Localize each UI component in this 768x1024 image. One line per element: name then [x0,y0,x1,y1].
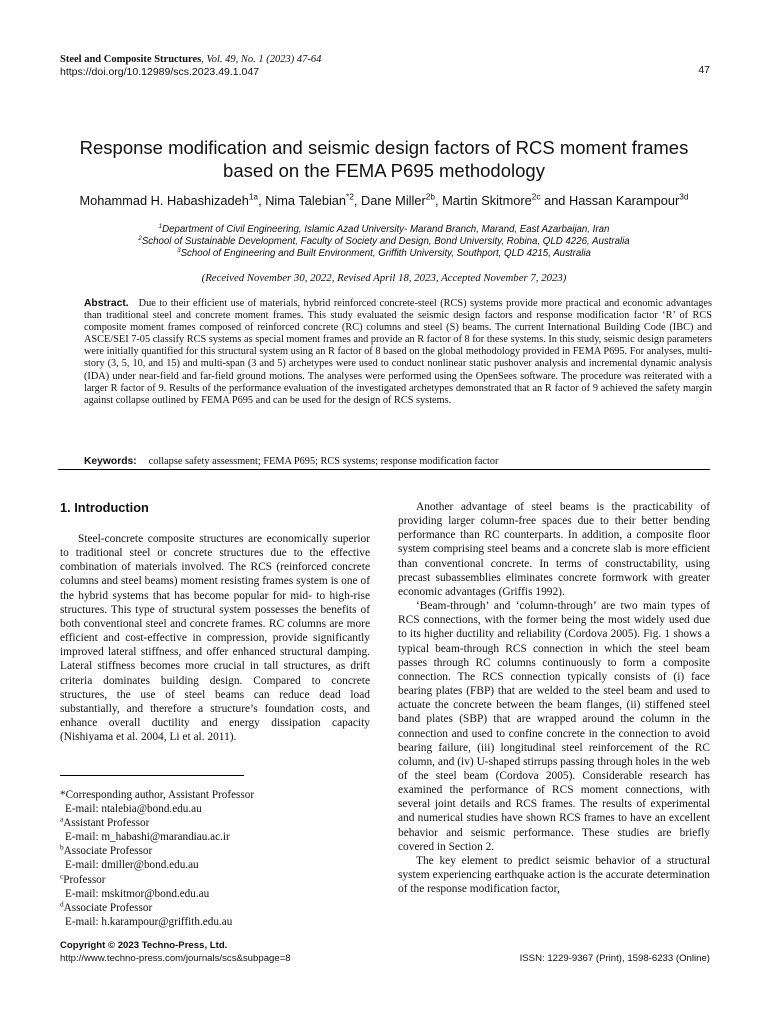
affiliation [40,224,728,236]
paper-title [40,136,728,182]
footnote-email[interactable]: E-mail: dmiller@bond.edu.au [65,859,199,872]
author-name: Mohammad H. Habashizadeh [79,193,249,208]
affiliation-text: School of Engineering and Built Environment, Griffith University, Southport, QLD 4215, Australia [180,248,591,259]
affiliation [40,236,728,248]
affiliation-number: 2 [138,234,142,242]
footnote-mark: c [60,871,64,880]
author-superscript: 2b [425,191,435,202]
affiliation-number: 3 [177,246,181,254]
footnote-email[interactable]: E-mail: m_habashi@marandiau.ac.ir [65,831,230,844]
footnote-divider [60,775,244,776]
author-superscript: 3d [679,191,689,202]
footnote-mark: d [60,900,64,909]
paragraph: Steel-concrete composite structures are economically superior to traditional steel or concrete structures due to the effective combination of materials involved. The RCS (reinforced concrete columns and steel beams) moment resisting frames system is one of the hybrid systems that has become popular for mid- to high-rise structures. This type of structural system possesses the benefits of both conventional steel and concrete frames. RC columns are more efficient and cost-effective in compression, provide significantly improved lateral stiffness, and offer enhanced structural damping. Lateral stiffness becomes more crucial in tall structures, as drift criteria dominates building design. Compared to concrete structures, the use of steel beams can reduce dead load substantially, and therefore a structure’s foundation costs, and enhance overall ductility and energy dissipation capacity (Nishiyama et al. 2004, Li et al. 2011). [60,533,370,744]
paragraph: Another advantage of steel beams is the practicability of providing larger column-free spaces due to their better bending performance than RC counterparts. In addition, a composite floor system comprising steel beams and a concrete slab is more efficient than conventional concrete. In terms of constructability, using precast subassemblies eliminates concrete formwork with greater economic advantages (Griffis 1992). [398,501,710,598]
journal-url[interactable]: http://www.techno-press.com/journals/scs&subpage=8 [60,953,291,964]
received-dates: (Received November 30, 2022, Revised April 18, 2023, Accepted November 7, 2023) [201,272,567,284]
issn: ISSN: 1229-9367 (Print), 1598-6233 (Online) [519,953,710,964]
doi-link[interactable]: https://doi.org/10.12989/scs.2023.49.1.047 [60,66,260,78]
footnote-mark: b [60,843,64,852]
footnote-email[interactable]: E-mail: h.karampour@griffith.edu.au [65,915,233,928]
author-superscript: 2c [531,191,541,202]
affiliation [40,248,728,260]
footnote-role-text: Assistant Professor [63,817,150,830]
abstract-text: Due to their efficient use of materials, hybrid reinforced concrete-steel (RCS) systems provide more practical and economic advantages than traditional steel and concrete moment frames. This study evaluated the seismic design factors and response modification factor ‘R’ of RCS composite moment frames composed of reinforced concrete (RC) columns and steel (S) beams. The current International Building Code (IBC) and ASCE/SEI 7-05 classify RCS systems as special moment frames and provide an R factor of 8 for these systems. In this study, seismic design parameters were initially quantified for this structural system using an R factor of 8 based on the global methodology provided in FEMA P695. For analyses, multi-story (3, 5, 10, and 15) and multi-span (3 and 5) archetypes were used to conduct nonlinear static pushover analysis and incremental dynamic analysis (IDA) under near-field and far-field ground motions. The analyses were performed using the OpenSees software. The procedure was reiterated with a larger R factor of 9. Results of the performance evaluation of the investigated archetypes demonstrated that an R factor of 9 achieved the safety margin against collapse outlined by FEMA P695 and can be used for the design of RCS systems. [84,298,712,406]
affiliation-text: Department of Civil Engineering, Islamic Azad University- Marand Branch, Marand, East Azarbaijan, Iran [162,224,610,235]
footnote-role-text: Associate Professor [63,845,153,858]
author-superscript: *2 [346,191,354,202]
title-line-1: Response modification and seismic design factors of RCS moment frames [79,137,689,158]
affiliation-number: 1 [158,222,163,230]
author-name: Nima Talebian [265,193,347,208]
footnote-role-text: Professor [63,873,106,886]
page-number: 47 [698,64,710,76]
right-column [398,500,710,896]
author-separator: and [540,193,569,208]
footnote-role [60,816,254,830]
footnote-mark: a [60,815,64,824]
footnote-role-text: Corresponding author, Assistant Professor [65,789,255,801]
keywords-text: collapse safety assessment; FEMA P695; RCS systems; response modification factor [148,456,499,467]
journal-volume: , Vol. 49, No. 1 (2023) 47-64 [201,54,322,65]
author-separator: , [435,193,443,208]
copyright: Copyright © 2023 Techno-Press, Ltd. [60,940,228,951]
paragraph: ‘Beam-through’ and ‘column-through’ are two main types of RCS connections, with the former being the most widely used due to its higher ductility and reliability (Cordova 2005). Fig. 1 shows a typical beam-through RCS connection in which the steel beam passes through RC columns continuously to form a composite connection. The RCS connection typically consists of (i) face bearing plates (FBP) that are welded to the steel beam and used to actuate the concrete between the beam flanges, (ii) stiffened steel band plates (SBP) that are wrapped around the column in the connection and used to confine concrete in the connection to avoid bearing failure, (iii) longitudinal steel reinforcement of the RC column, and (iv) U-shaped stirrups passing through holes in the web of the steel beam (Cordova 2005). Considerable research has examined the performance of RCS moment connections, with several joint details and RCS frames. The results of experimental and numerical studies have shown RCS frames to have an excellent behavior and seismic performance. These studies are briefly covered in Section 2. [398,600,710,853]
footnote-email[interactable]: E-mail: mskitmor@bond.edu.au [65,887,210,900]
footnote-email[interactable]: E-mail: ntalebia@bond.edu.au [65,803,202,816]
footnote-role-text: Associate Professor [63,901,153,914]
footnote-role [60,873,254,887]
footnote-role [60,844,254,858]
keywords [84,456,712,467]
author-name: Martin Skitmore [442,193,532,208]
journal-citation [60,53,321,66]
affiliation-text: School of Sustainable Development, Faculty of Society and Design, Bond University, Robina, QLD 4226, Australia [141,236,630,247]
author-superscript: 1a [248,191,259,202]
footnote-mark: * [60,789,66,801]
author-name: Dane Miller [361,193,426,208]
author-name: Hassan Karampour [568,193,680,208]
footnote-role [60,901,254,915]
author-list [40,193,728,209]
footnotes [60,788,254,929]
abstract [84,298,712,407]
title-line-2: based on the FEMA P695 methodology [223,160,545,181]
journal-name: Steel and Composite Structures [60,54,202,65]
left-column [60,532,370,744]
author-separator: , [353,193,362,208]
footnote-role [60,788,254,802]
paragraph: The key element to predict seismic behavior of a structural system experiencing earthquake action is the accurate determination of the response modification factor, [398,854,710,896]
author-separator: , [258,193,266,208]
section-divider [58,469,710,470]
abstract-label: Abstract. [84,298,129,309]
keywords-label: Keywords: [84,456,137,467]
section-heading: 1. Introduction [60,500,149,515]
